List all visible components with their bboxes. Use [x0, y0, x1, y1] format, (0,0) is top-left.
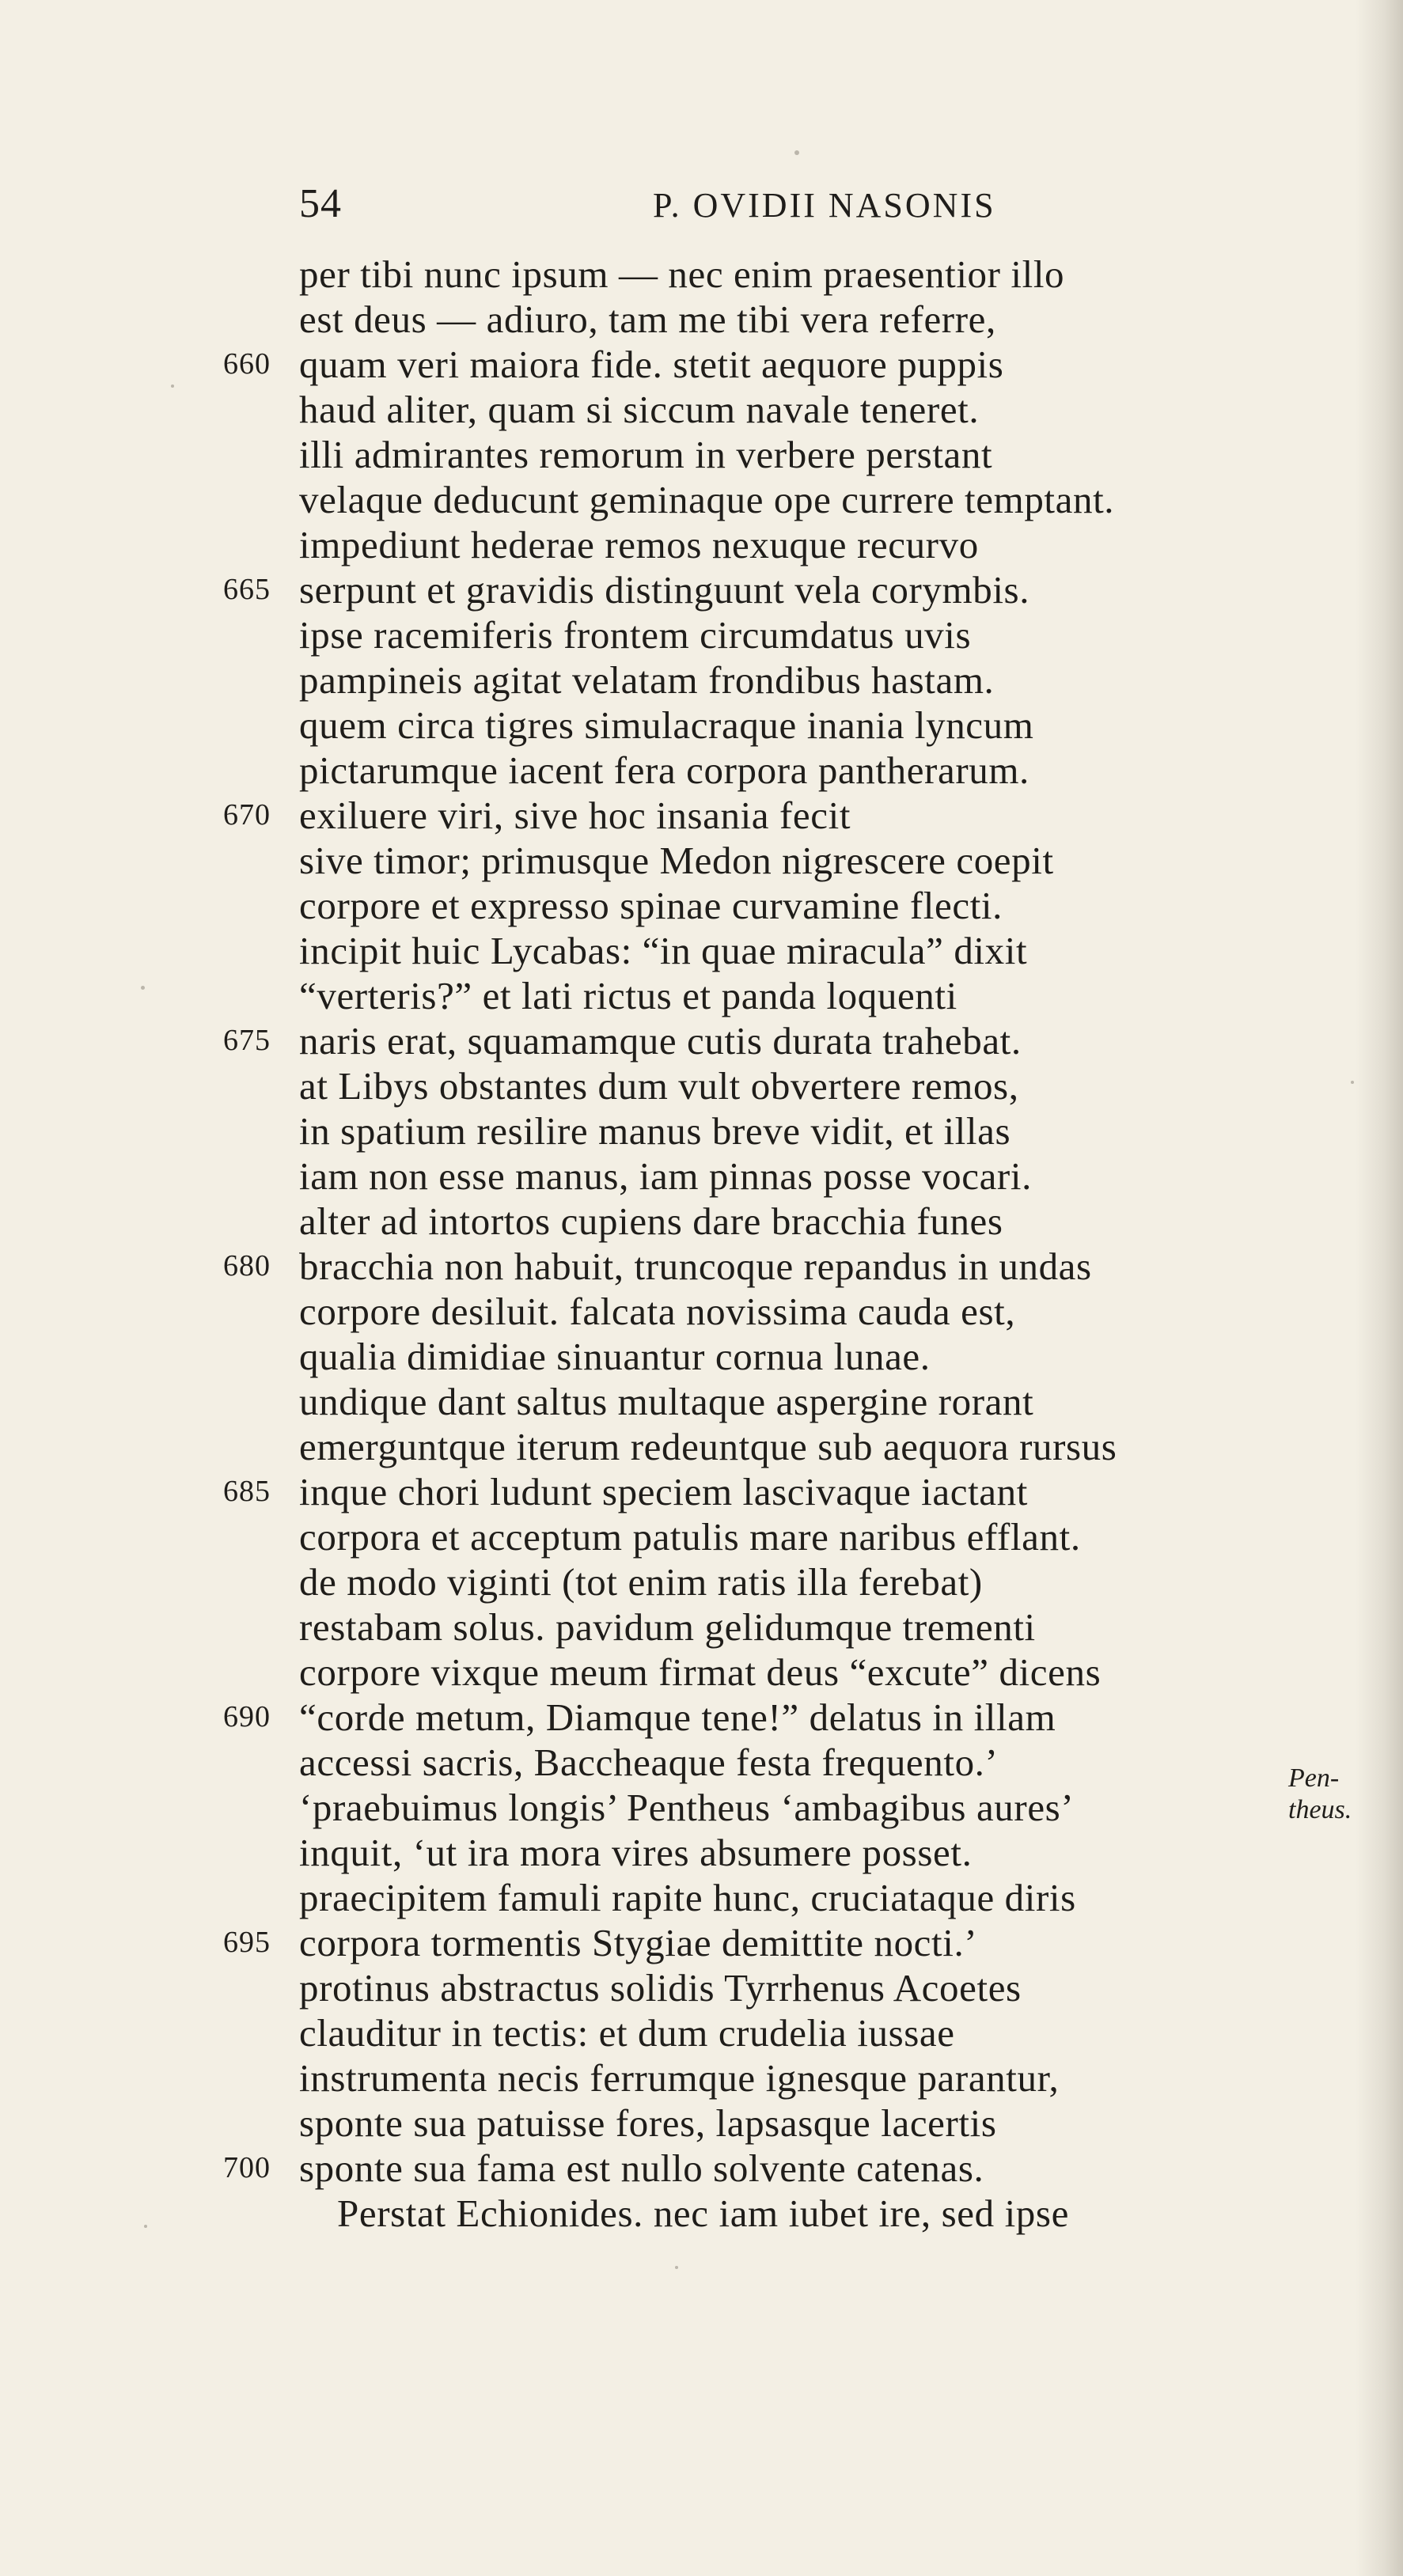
line-text: est deus — adiuro, tam me tibi vera referre,	[299, 297, 996, 341]
verse-line	[0, 567, 1403, 612]
verse-line	[0, 1559, 1403, 1604]
line-text: exiluere viri, sive hoc insania fecit	[299, 794, 851, 837]
verse-line	[0, 703, 1403, 748]
marginal-note-line: Pen-	[1288, 1763, 1340, 1793]
verse-line	[0, 1063, 1403, 1108]
line-text: ‘praebuimus longis’ Pentheus ‘ambagibus aures’	[299, 1786, 1075, 1829]
line-number: 665	[223, 573, 271, 606]
line-text: pictarumque iacent fera corpora pantherarum.	[299, 748, 1029, 792]
line-text: accessi sacris, Baccheaque festa frequento.’	[299, 1741, 999, 1784]
verse-line	[0, 2146, 1403, 2191]
verse-line	[0, 522, 1403, 567]
verse-line	[0, 973, 1403, 1018]
page-number: 54	[299, 181, 342, 226]
verse-line	[0, 387, 1403, 432]
line-text: iam non esse manus, iam pinnas posse vocari.	[299, 1154, 1032, 1198]
verse-line	[0, 1154, 1403, 1199]
line-text: serpunt et gravidis distinguunt vela corymbis.	[299, 568, 1030, 612]
line-text: “verteris?” et lati rictus et panda loquenti	[299, 974, 957, 1017]
marginal-note	[1288, 1763, 1383, 1826]
line-text: haud aliter, quam si siccum navale teneret.	[299, 388, 980, 431]
verse-block	[0, 252, 1403, 2236]
line-text: per tibi nunc ipsum — nec enim praesentior illo	[299, 252, 1065, 296]
verse-line	[0, 1469, 1403, 1514]
verse-line	[0, 1920, 1403, 1965]
verse-line	[0, 1018, 1403, 1063]
line-number: 675	[223, 1024, 271, 1057]
line-text: corpore vixque meum firmat deus “excute” dicens	[299, 1650, 1102, 1694]
line-text: velaque deducunt geminaque ope currere temptant.	[299, 478, 1115, 521]
verse-line	[0, 883, 1403, 928]
verse-line	[0, 748, 1403, 793]
verse-line	[0, 1650, 1403, 1695]
verse-line	[0, 838, 1403, 883]
line-text: in spatium resilire manus breve vidit, et illas	[299, 1109, 1011, 1153]
line-text: naris erat, squamamque cutis durata trahebat.	[299, 1019, 1022, 1063]
verse-line	[0, 1334, 1403, 1379]
verse-line	[0, 657, 1403, 703]
line-text: Perstat Echionides. nec iam iubet ire, sed ipse	[337, 2191, 1069, 2235]
verse-line	[0, 1244, 1403, 1289]
page-header	[0, 180, 1403, 236]
line-number: 680	[223, 1249, 271, 1282]
line-text: corpora et acceptum patulis mare naribus efflant.	[299, 1515, 1081, 1559]
line-text: undique dant saltus multaque aspergine rorant	[299, 1380, 1034, 1423]
verse-line	[0, 928, 1403, 973]
verse-line	[0, 1965, 1403, 2010]
line-text: protinus abstractus solidis Tyrrhenus Acoetes	[299, 1966, 1022, 2010]
line-text: incipit huic Lycabas: “in quae miracula” dixit	[299, 929, 1028, 972]
verse-line	[0, 297, 1403, 342]
paper-speck	[794, 150, 799, 155]
line-text: restabam solus. pavidum gelidumque trementi	[299, 1605, 1036, 1649]
line-text: inque chori ludunt speciem lascivaque iactant	[299, 1470, 1028, 1513]
verse-line	[0, 1875, 1403, 1920]
line-text: pampineis agitat velatam frondibus hastam.	[299, 658, 995, 702]
verse-line	[0, 1514, 1403, 1559]
verse-line	[0, 252, 1403, 297]
line-number: 695	[223, 1926, 271, 1959]
line-text: praecipitem famuli rapite hunc, cruciataque diris	[299, 1876, 1076, 1919]
verse-line	[0, 432, 1403, 477]
line-text: de modo viginti (tot enim ratis illa ferebat)	[299, 1560, 983, 1604]
line-text: corpore desiluit. falcata novissima cauda est,	[299, 1290, 1016, 1333]
verse-line	[0, 1379, 1403, 1424]
verse-line	[0, 2010, 1403, 2055]
line-text: emerguntque iterum redeuntque sub aequora rursus	[299, 1425, 1117, 1468]
line-text: alter ad intortos cupiens dare bracchia funes	[299, 1199, 1003, 1243]
line-text: “corde metum, Diamque tene!” delatus in illam	[299, 1695, 1056, 1739]
line-text: sive timor; primusque Medon nigrescere coepit	[299, 839, 1054, 882]
verse-line	[0, 2055, 1403, 2101]
line-number: 685	[223, 1475, 271, 1508]
verse-line	[0, 612, 1403, 657]
paper-speck	[675, 2266, 678, 2269]
verse-line	[0, 1424, 1403, 1469]
verse-line	[0, 1740, 1403, 1785]
line-number: 700	[223, 2151, 271, 2184]
verse-line	[0, 793, 1403, 838]
line-text: at Libys obstantes dum vult obvertere remos,	[299, 1064, 1019, 1108]
line-text: quam veri maiora fide. stetit aequore puppis	[299, 343, 1004, 386]
verse-line	[0, 1695, 1403, 1740]
marginal-note-line: theus.	[1288, 1795, 1352, 1824]
line-number: 660	[223, 347, 271, 381]
running-title: P. OVIDII NASONIS	[653, 186, 996, 225]
line-text: quem circa tigres simulacraque inania lyncum	[299, 703, 1034, 747]
verse-line	[0, 1830, 1403, 1875]
verse-line	[0, 342, 1403, 387]
line-text: clauditur in tectis: et dum crudelia iussae	[299, 2011, 955, 2055]
line-number: 670	[223, 798, 271, 832]
verse-line	[0, 1785, 1403, 1830]
line-text: impediunt hederae remos nexuque recurvo	[299, 523, 979, 566]
verse-line	[0, 2101, 1403, 2146]
line-text: sponte sua patuisse fores, lapsasque lacertis	[299, 2101, 997, 2145]
line-text: illi admirantes remorum in verbere perstant	[299, 433, 993, 476]
verse-line	[0, 1108, 1403, 1154]
line-number: 690	[223, 1700, 271, 1733]
line-text: ipse racemiferis frontem circumdatus uvis	[299, 613, 972, 657]
line-text: corpore et expresso spinae curvamine flecti.	[299, 884, 1003, 927]
verse-line	[0, 477, 1403, 522]
line-text: instrumenta necis ferrumque ignesque parantur,	[299, 2056, 1060, 2100]
line-text: qualia dimidiae sinuantur cornua lunae.	[299, 1335, 931, 1378]
line-text: bracchia non habuit, truncoque repandus in undas	[299, 1244, 1092, 1288]
verse-line	[0, 1199, 1403, 1244]
line-text: sponte sua fama est nullo solvente catenas.	[299, 2146, 984, 2190]
verse-line	[0, 1289, 1403, 1334]
verse-line-paragraph-start	[0, 2191, 1403, 2236]
verse-line	[0, 1604, 1403, 1650]
line-text: inquit, ‘ut ira mora vires absumere posset.	[299, 1831, 973, 1874]
line-text: corpora tormentis Stygiae demittite nocti.’	[299, 1921, 978, 1964]
